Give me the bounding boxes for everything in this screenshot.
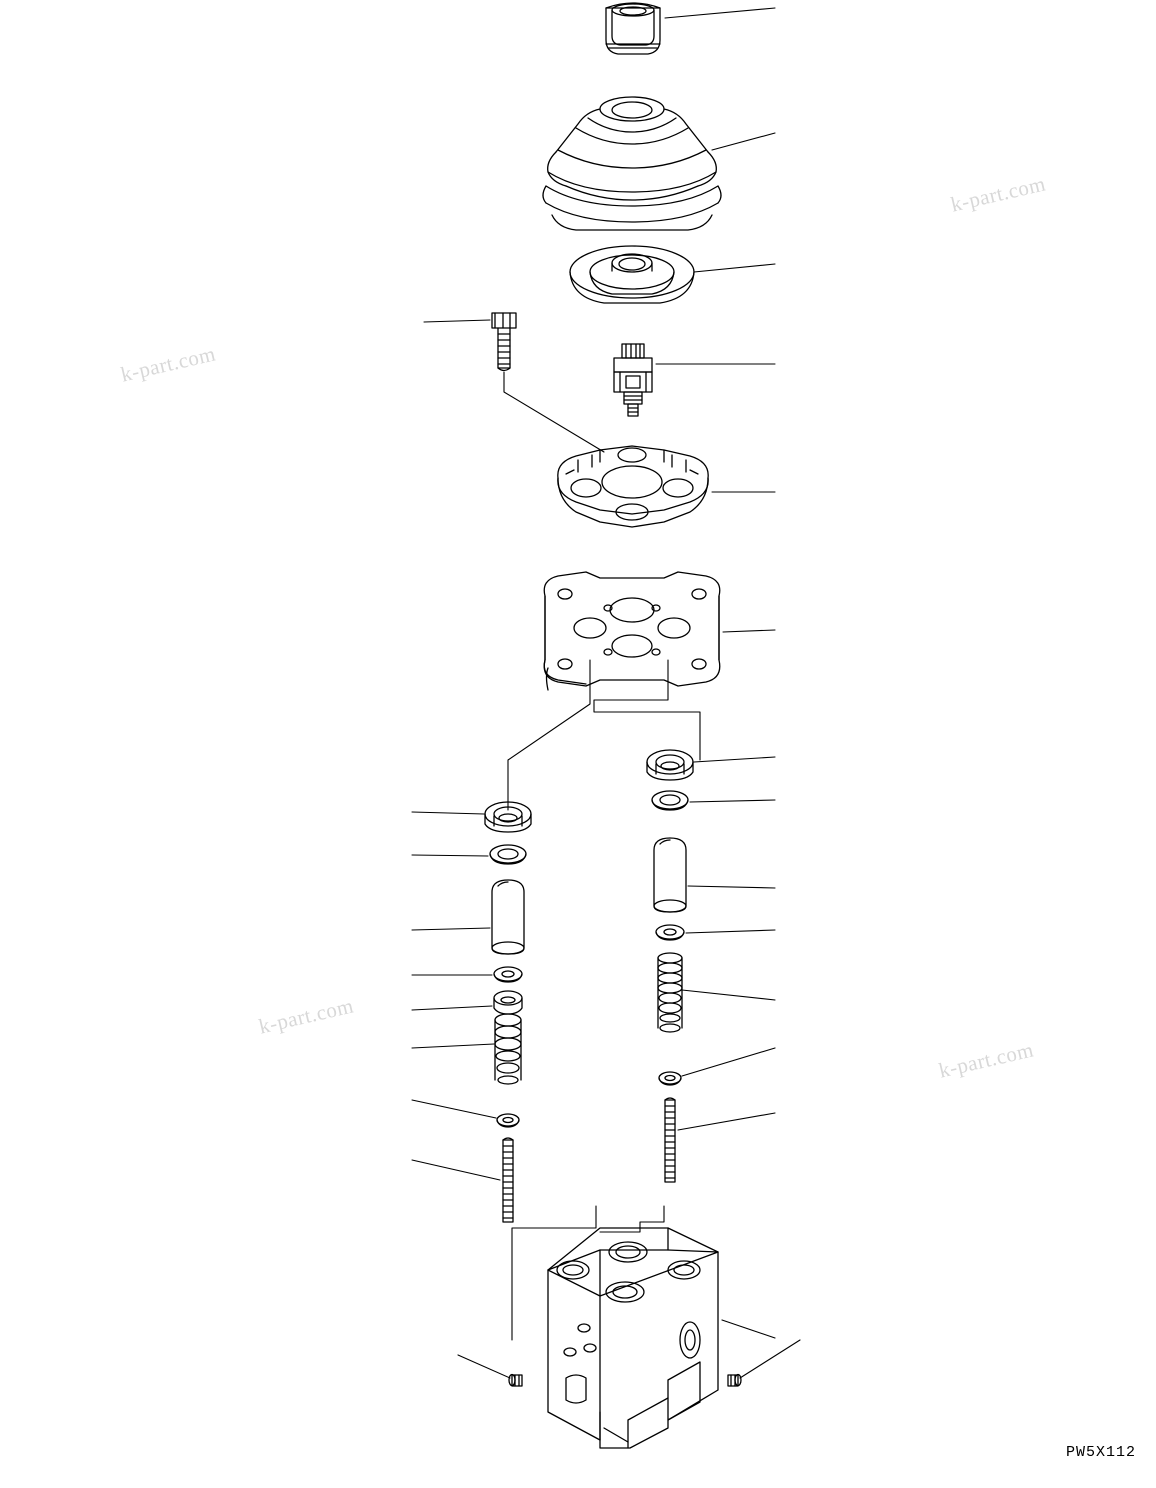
part-disc-plate xyxy=(558,446,708,527)
part-spring-seat-left xyxy=(494,991,522,1014)
part-spool-left xyxy=(503,1138,513,1222)
part-o-ring-right xyxy=(652,791,688,810)
part-spring-right xyxy=(658,953,682,1032)
watermark: k-part.com xyxy=(118,341,218,387)
part-adjust-screw xyxy=(614,344,652,416)
part-seal-retainer-left xyxy=(485,802,531,832)
part-seal-retainer-right xyxy=(647,750,693,780)
part-o-ring-left xyxy=(490,845,526,864)
part-piston-left xyxy=(492,880,524,954)
part-washer-small-left xyxy=(497,1114,519,1127)
part-valve-body xyxy=(548,1228,718,1448)
part-plug-left xyxy=(509,1375,522,1387)
drawing-code-label: PW5X112 xyxy=(1065,1444,1136,1461)
part-cap-nut xyxy=(606,3,660,54)
part-washer-left xyxy=(494,967,522,982)
part-spool-right xyxy=(665,1098,675,1182)
watermark: k-part.com xyxy=(948,171,1048,217)
part-plug-right xyxy=(728,1375,741,1387)
part-bolt xyxy=(492,313,516,371)
watermark: k-part.com xyxy=(256,993,356,1039)
part-spring-left xyxy=(495,1014,521,1084)
part-piston-right xyxy=(654,838,686,912)
part-rubber-boot xyxy=(543,97,721,230)
part-plate-washer xyxy=(570,246,694,303)
part-washer-small-right xyxy=(659,1072,681,1085)
watermark: k-part.com xyxy=(936,1037,1036,1083)
part-washer-right xyxy=(656,925,684,940)
part-cover-plate xyxy=(544,572,720,690)
